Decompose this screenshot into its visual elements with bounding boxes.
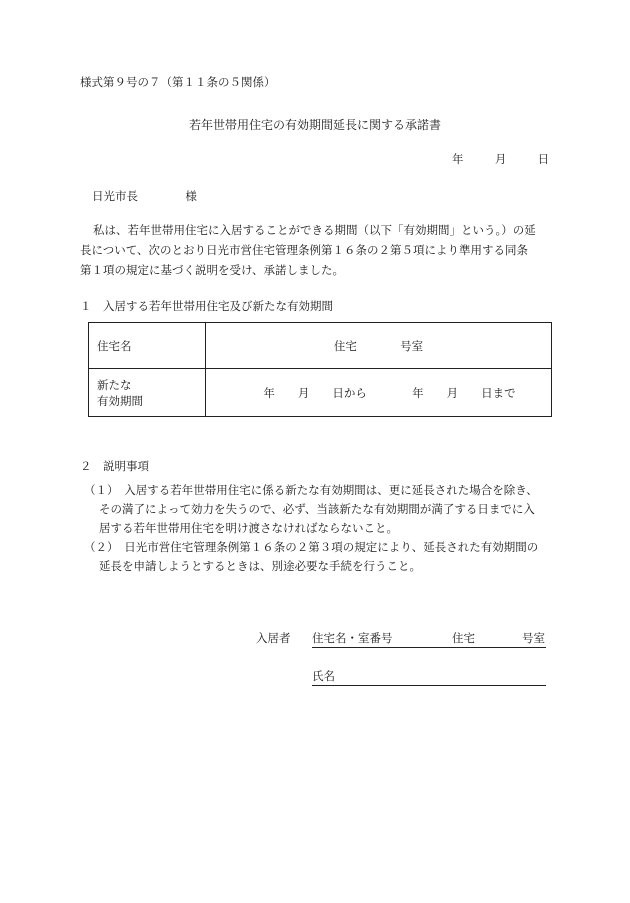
period-value-cell[interactable] (206, 369, 552, 417)
resident-label: 入居者 (256, 631, 291, 645)
period-label-cell (89, 369, 206, 417)
date-line (452, 151, 549, 167)
explanation-item-1 (84, 481, 554, 538)
date-year: 年 (452, 152, 464, 166)
date-day: 日 (537, 152, 550, 166)
period-label-line1: 新たな (97, 377, 132, 392)
housing-value-cell[interactable] (206, 323, 552, 369)
housing-label: 住宅名 (97, 338, 132, 353)
room-field-room: 号室 (522, 631, 545, 645)
name-field-underline[interactable] (312, 685, 546, 686)
date-month: 月 (494, 152, 507, 166)
statement-line: 私は、若年世帯用住宅に入居することができる期間（以下「有効期間」という。）の延 (93, 223, 536, 237)
period-label-line2: 有効期間 (97, 393, 143, 408)
room-field-label: 住宅名・室番号 (312, 631, 393, 645)
item-line: その満了によって効力を失うので、必ず、当該新たな有効期間が満了する日までに入 (99, 502, 535, 516)
period-to: 年 月 日まで (412, 385, 516, 400)
addressee-name: 日光市長 (92, 189, 138, 203)
item-line: （１） 入居する若年世帯用住宅に係る新たな有効期間は、更に延長された場合を除き、 (84, 483, 538, 497)
item-line: （２） 日光市営住宅管理条例第１６条の２第３項の規定により、延長された有効期間の (84, 540, 539, 554)
explanation-item-2 (84, 538, 554, 576)
consent-statement (80, 220, 550, 280)
room-field-underline[interactable] (312, 647, 546, 648)
room-field-house: 住宅 (452, 631, 475, 645)
statement-line: 第１項の規定に基づく説明を受け、承諾しました。 (80, 263, 345, 277)
addressee-honorific: 様 (185, 189, 197, 203)
housing-label-cell (89, 323, 206, 369)
section2-heading: ２ 説明事項 (80, 459, 149, 473)
period-from: 年 月 日から (263, 385, 367, 400)
document-title: 若年世帯用住宅の有効期間延長に関する承諾書 (188, 118, 441, 132)
section1-heading: １ 入居する若年世帯用住宅及び新たな有効期間 (80, 299, 333, 313)
item-line: 延長を申請しようとするときは、別途必要な手続を行うこと。 (99, 559, 421, 573)
statement-line: 長について、次のとおり日光市営住宅管理条例第１６条の２第５項により準用する同条 (80, 243, 529, 257)
housing-row (89, 323, 552, 369)
period-row (89, 369, 552, 417)
form-number: 様式第９号の７（第１１条の５関係） (80, 75, 276, 89)
housing-name-suffix: 住宅 (333, 338, 357, 353)
room-number-suffix: 号室 (400, 338, 424, 353)
housing-table (88, 322, 552, 417)
item-line: 居する若年世帯用住宅を明け渡さなければならないこと。 (99, 521, 398, 535)
addressee (92, 188, 197, 204)
name-field-label: 氏名 (312, 669, 335, 683)
